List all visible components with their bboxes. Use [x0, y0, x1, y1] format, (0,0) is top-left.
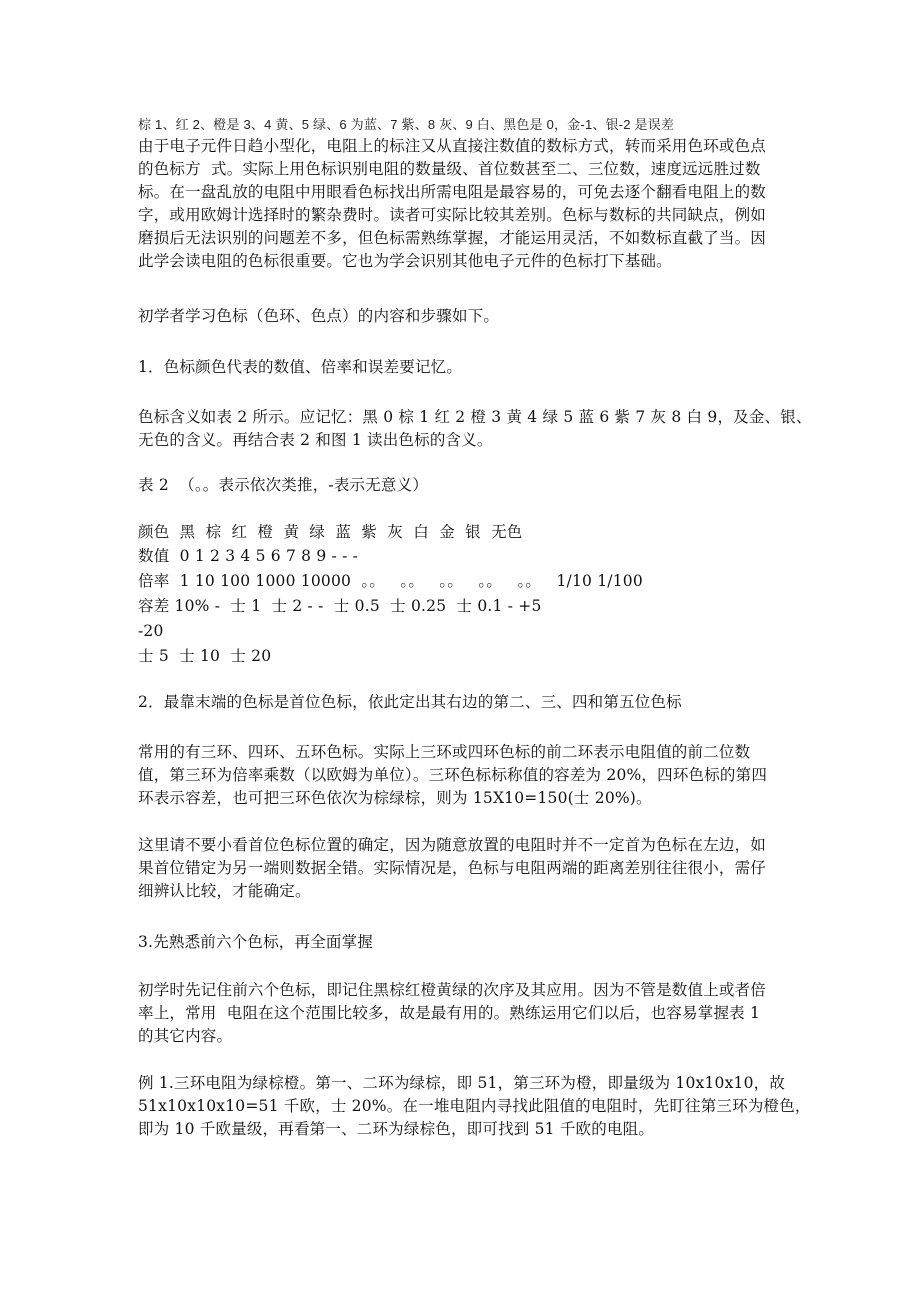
steps-intro: 初学者学习色标（色环、色点）的内容和步骤如下。 [138, 307, 500, 325]
table-row-value: 数值 0 1 2 3 4 5 6 7 8 9 - - - [138, 547, 359, 565]
text-line: 初学时先记住前六个色标，即记住黑棕红橙黄绿的次序及其应用。因为不管是数值上或者倍 [138, 981, 767, 999]
color-code-note: 棕 1、红 2、橙是 3、4 黄、5 绿、6 为蓝、7 紫、8 灰、9 白、黑色是 0，金-1、银-2 是误差 [138, 117, 675, 132]
text-line: 果首位错定为另一端则数据全错。实际情况是，色标与电阻两端的距离差别往往很小，需仔 [138, 859, 767, 877]
text-line: 的其它内容。 [138, 1027, 233, 1045]
text-line: 无色的含义。再结合表 2 和图 1 读出色标的含义。 [138, 431, 493, 449]
text-line: 由于电子元件日趋小型化，电阻上的标注又从直接注数值的数标方式，转而采用色环或色点 [138, 137, 767, 155]
text-line: 环表示容差，也可把三环色依次为棕绿棕，则为 15X10=150(士 20%)。 [138, 789, 652, 807]
step2-heading: 2．最靠末端的色标是首位色标，依此定出其右边的第二、三、四和第五位色标 [138, 693, 682, 711]
table-row-tolerance: 容差 10% - 士 1 士 2 - - 士 0.5 士 0.25 士 0.1 - +5 [138, 597, 542, 615]
text-line: 此学会读电阻的色标很重要。它也为学会识别其他电子元件的色标打下基础。 [138, 252, 672, 270]
text-line: 字，或用欧姆计选择时的繁杂费时。读者可实际比较其差别。色标与数标的共同缺点，例如 [138, 206, 767, 224]
text-line: 色标含义如表 2 所示。应记忆：黑 0 棕 1 红 2 橙 3 黄 4 绿 5 蓝 6 紫 7 灰 8 白 9，及金、银、 [138, 408, 812, 426]
text-line: 这里请不要小看首位色标位置的确定，因为随意放置的电阻时并不一定首为色标在左边，如 [138, 836, 767, 854]
text-line: 值，第三环为倍率乘数（以欧姆为单位）。三环色标标称值的容差为 20%，四环色标的第四 [138, 766, 768, 784]
table-row-multiplier: 倍率 1 10 100 1000 10000 。。 。。 。。 。。 。。 1/10 1/100 [138, 572, 643, 590]
text-line: 例 1.三环电阻为绿棕橙。第一、二环为绿棕，即 51，第三环为橙，即量级为 10x10x10，故 [138, 1074, 786, 1092]
table-caption: 表 2 （。。表示依次类推，-表示无意义） [138, 476, 429, 494]
table-row-tolerance-cont: -20 [138, 622, 164, 640]
text-line: 常用的有三环、四环、五环色标。实际上三环或四环色标的前二环表示电阻值的前二位数 [138, 743, 751, 761]
table-row-tolerance-cont: 士 5 士 10 士 20 [138, 647, 272, 665]
step1-heading: 1．色标颜色代表的数值、倍率和误差要记忆。 [138, 358, 463, 376]
text-line: 51x10x10x10=51 千欧，士 20%。在一堆电阻内寻找此阻值的电阻时，先盯往第三环为橙色， [138, 1097, 811, 1115]
step3-heading: 3.先熟悉前六个色标，再全面掌握 [138, 933, 373, 951]
text-line: 标。在一盘乱放的电阻中用眼看色标找出所需电阻是最容易的，可免去逐个翻看电阻上的数 [138, 183, 767, 201]
text-line: 的色标方 式。实际上用色标识别电阻的数量级、首位数甚至二、三位数，速度远远胜过数 [138, 160, 761, 178]
table-row-color: 颜色 黑 棕 红 橙 黄 绿 蓝 紫 灰 白 金 银 无色 [138, 523, 523, 541]
text-line: 磨损后无法识别的问题差不多，但色标需熟练掌握，才能运用灵活，不如数标直截了当。因 [138, 229, 767, 247]
text-line: 即为 10 千欧量级，再看第一、二环为绿棕色，即可找到 51 千欧的电阻。 [138, 1120, 655, 1138]
text-line: 细辨认比较，才能确定。 [138, 882, 311, 900]
text-line: 率上，常用 电阻在这个范围比较多，故是最有用的。熟练运用它们以后，也容易掌握表 1 [138, 1004, 761, 1022]
